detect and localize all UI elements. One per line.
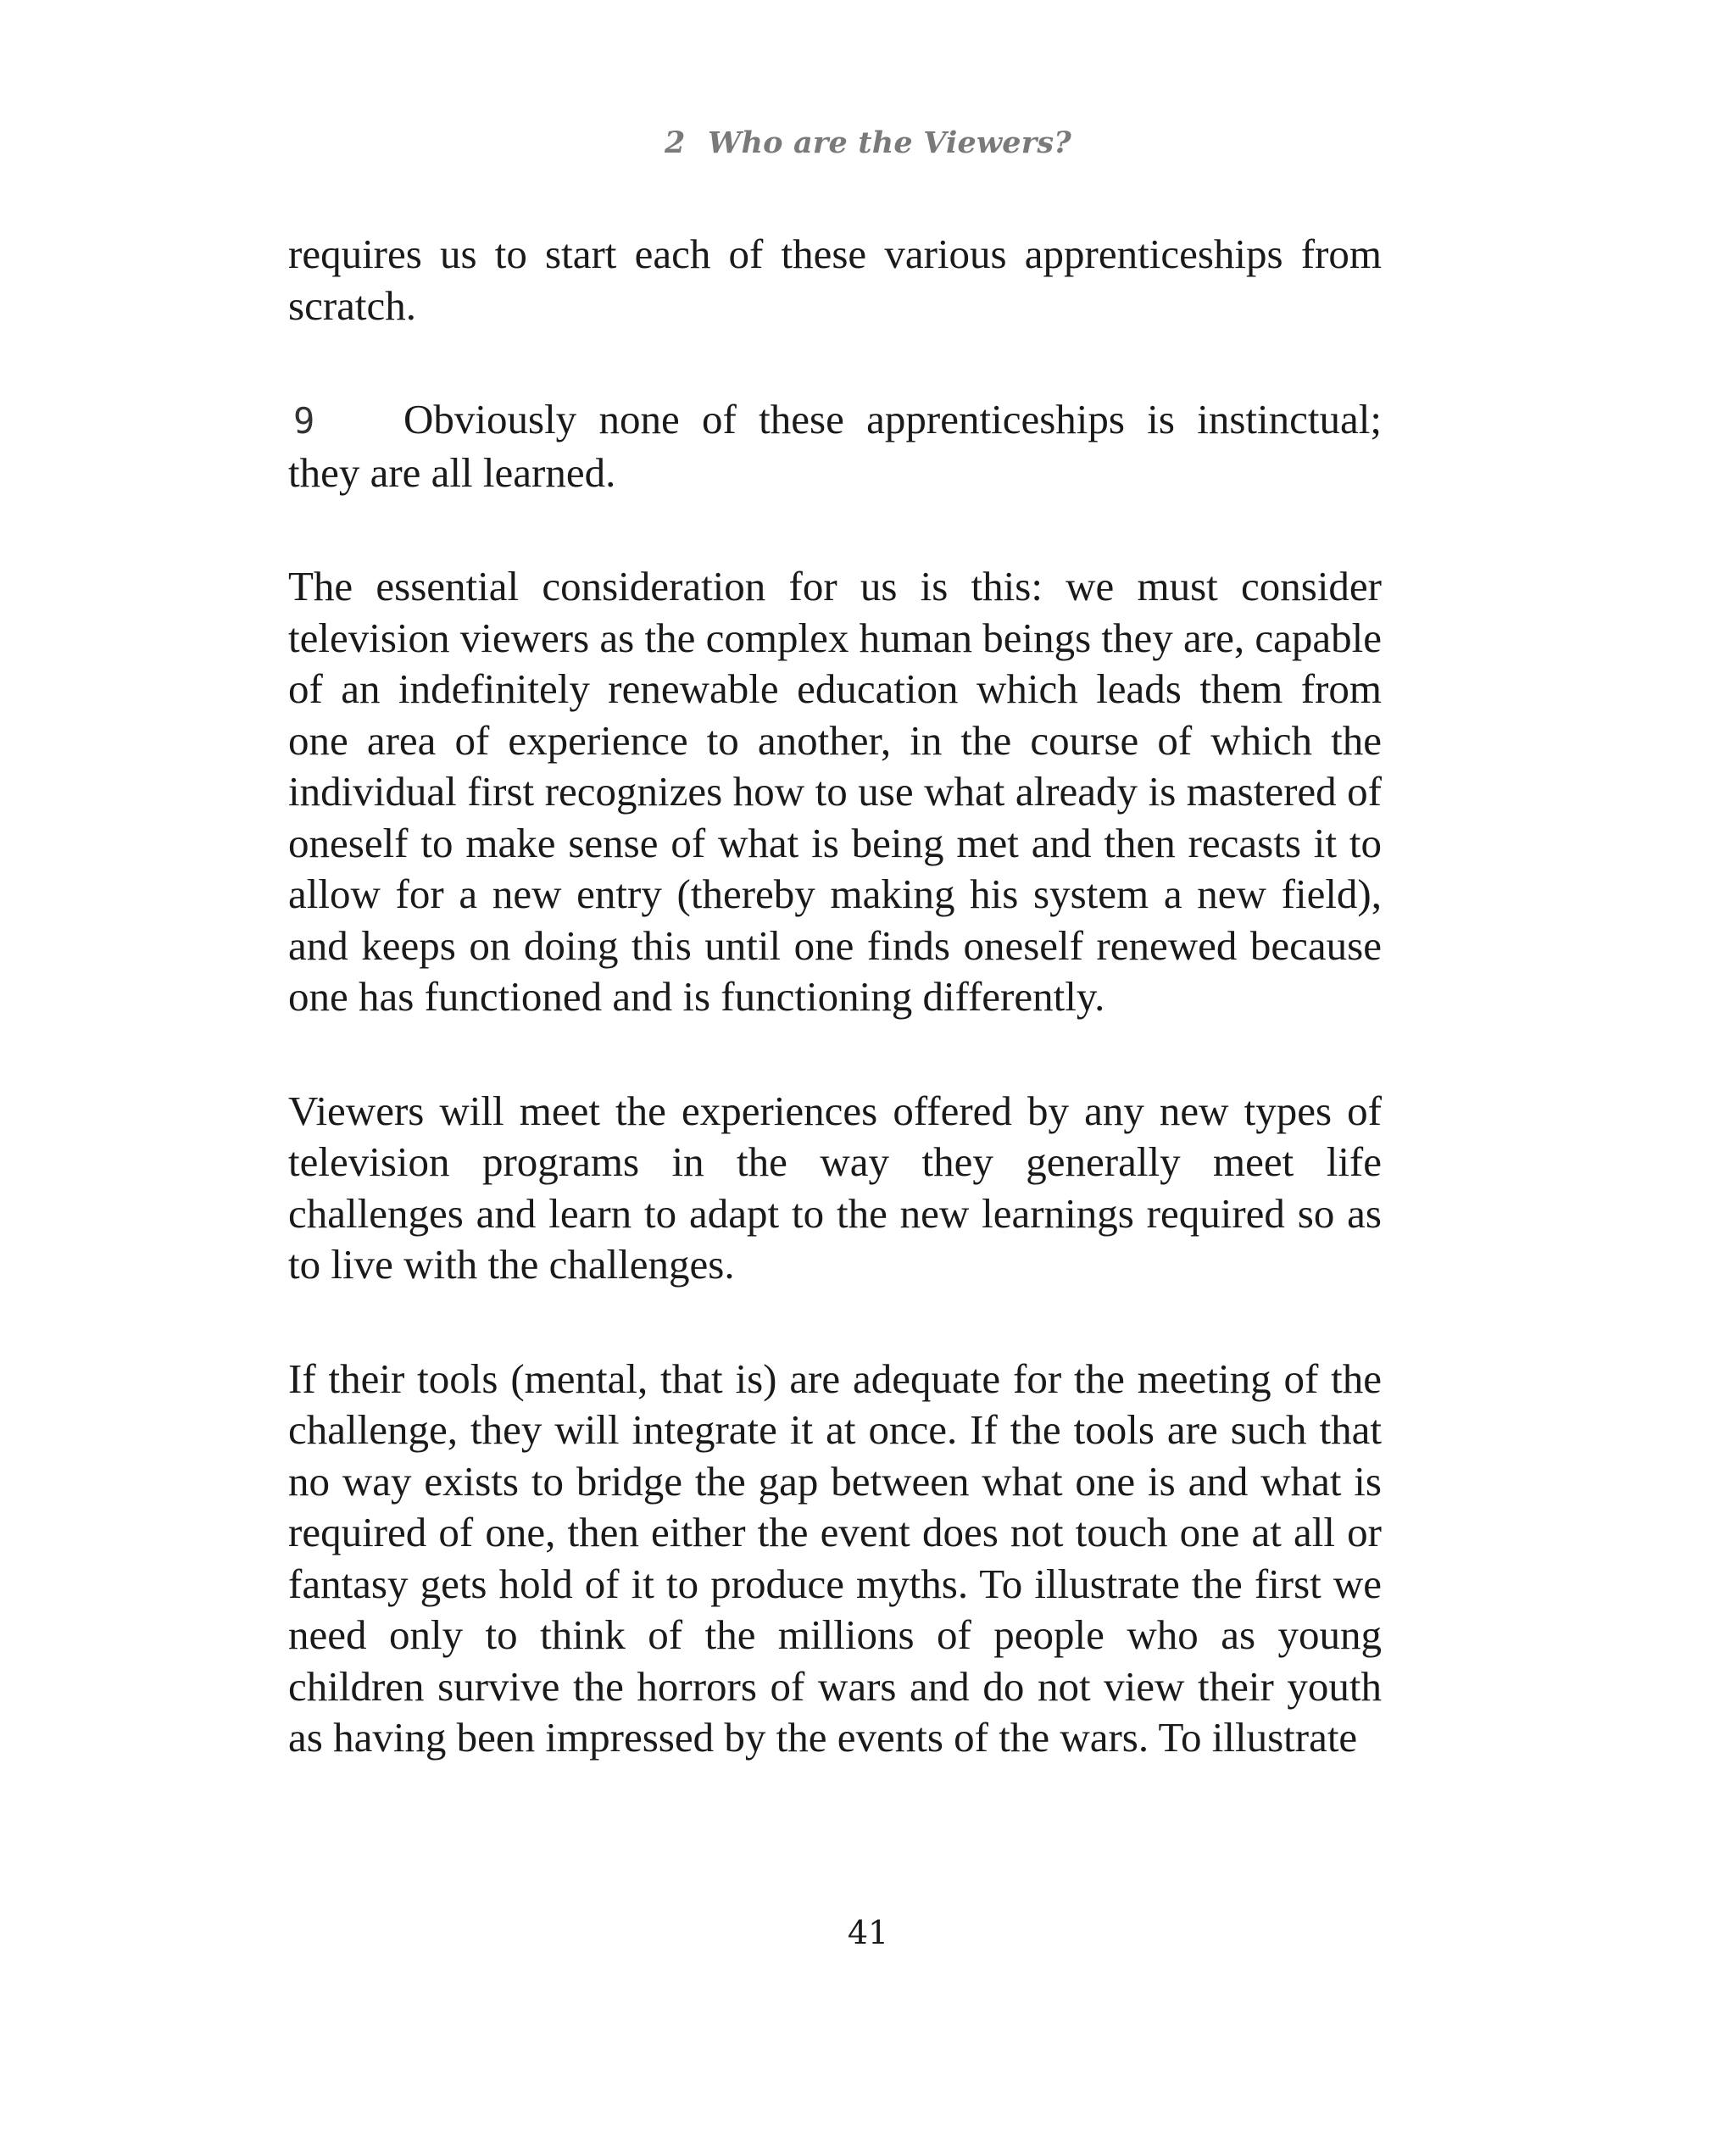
- paragraph-continuation: requires us to start each of these various apprenticeships from scratch.: [288, 231, 1382, 329]
- paragraph-numbered: [288, 394, 1382, 498]
- paragraph-number: 9: [293, 400, 315, 442]
- paragraph-text: Obviously none of these apprenticeships is instinctual; they are all learned.: [288, 396, 1382, 496]
- page-body: [288, 229, 1382, 1827]
- paragraph: If their tools (mental, that is) are adequate for the meeting of the challenge, they will integrate it at once. If the tools are such that no way exists to bridge the gap between what one is and what is required of one, then either the event does not touch one at all or fantasy gets hold of it to produce myths. To illustrate the first we need only to think of the millions of people who as young children survive the horrors of wars and do not view their youth as having been impressed by the events of the wars. To illustrate: [288, 1355, 1382, 1761]
- page-number: 41: [847, 1914, 889, 1951]
- paragraph: The essential consideration for us is this: we must consider television viewers as the complex human beings they are, capable of an indefinitely renewable education which leads them from one area of experience to another, in the course of which the individual first recognizes how to use what already is mastered of oneself to make sense of what is being met and then recasts it to allow for a new entry (thereby making his system a new field), and keeps on doing this until one finds oneself renewed because one has functioned and is functioning differently.: [288, 563, 1382, 1020]
- running-header: [0, 125, 1736, 160]
- chapter-number: 2: [664, 125, 686, 160]
- paragraph: Viewers will meet the experiences offered by any new types of television programs in the way they generally meet life challenges and learn to adapt to the new learnings required so as to live with the challenges.: [288, 1087, 1382, 1288]
- chapter-title: Who are the Viewers?: [707, 125, 1072, 160]
